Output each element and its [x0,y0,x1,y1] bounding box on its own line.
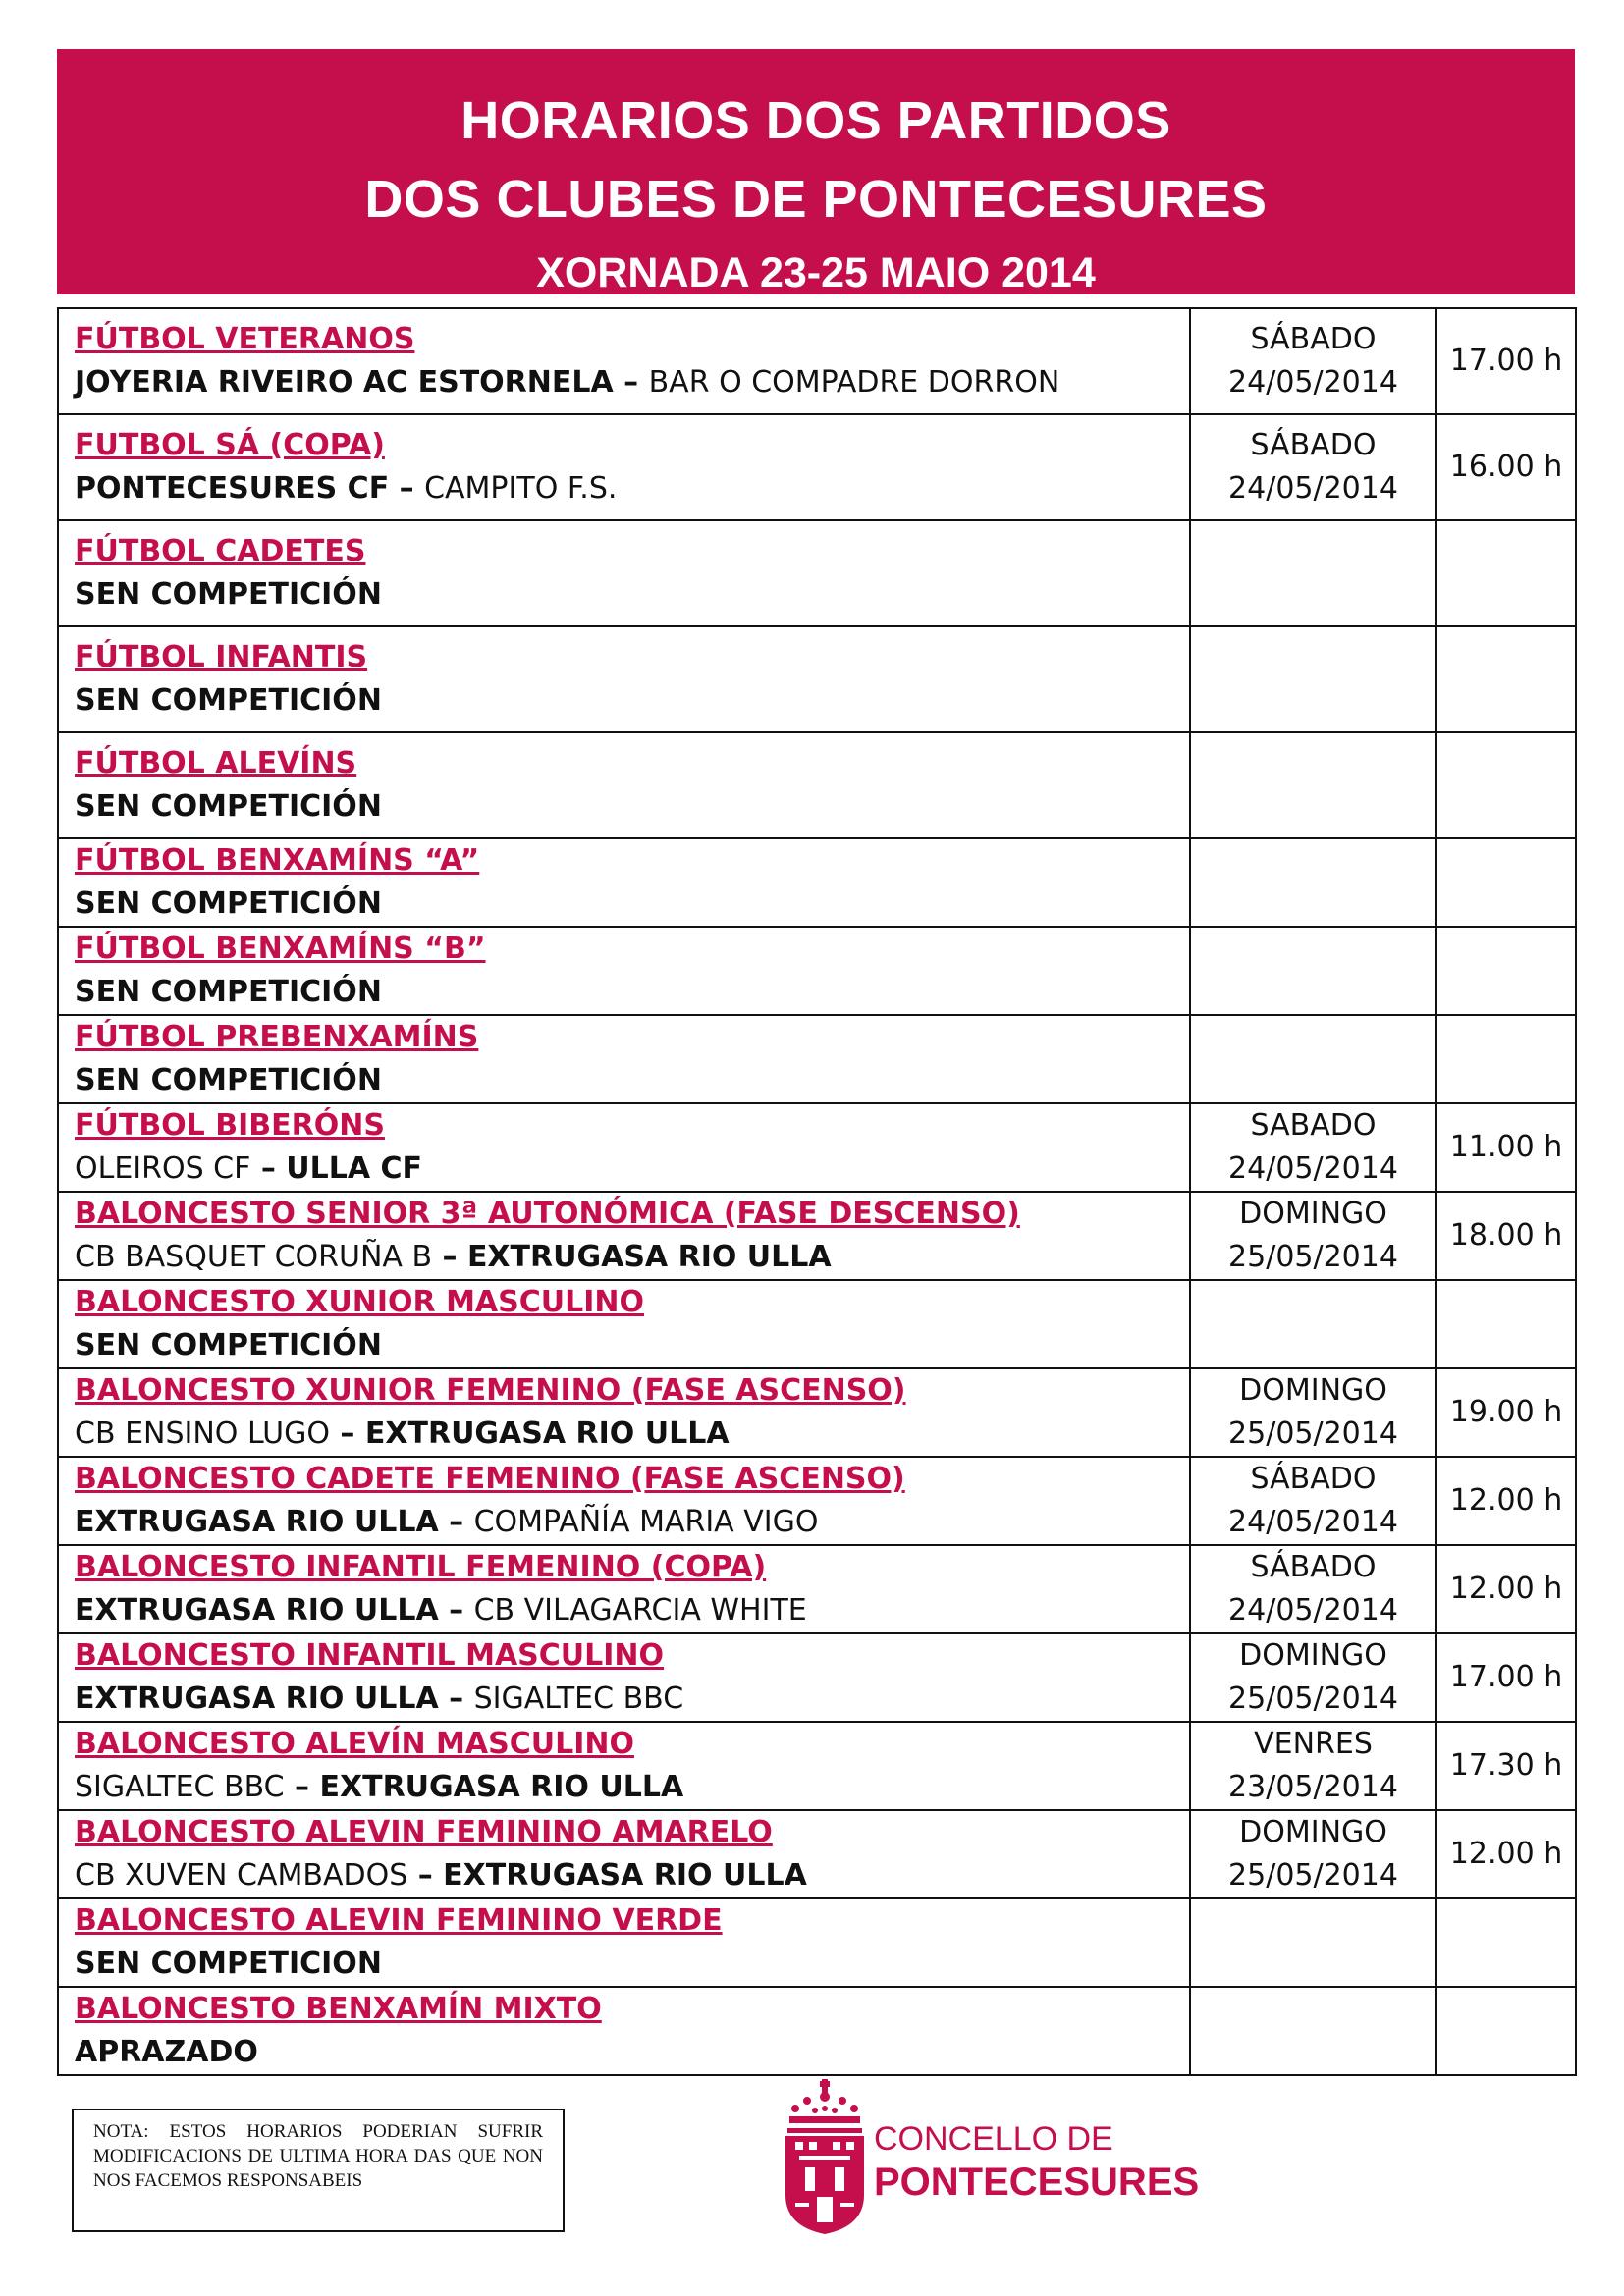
category-label: FÚTBOL ALEVÍNS [75,746,357,780]
match-day: VENRES [1254,1727,1373,1761]
away-team: BAR O COMPADRE DORRON [648,365,1060,400]
away-team: EXTRUGASA RIO ULLA [319,1770,684,1804]
day-date-cell [1190,1898,1436,1987]
category-label: BALONCESTO XUNIOR FEMENINO (FASE ASCENSO) [75,1373,906,1408]
logo-line-1: CONCELLO DE [874,2120,1113,2158]
away-team: COMPAÑÍA MARIA VIGO [473,1505,819,1539]
day-date-cell [1190,1810,1436,1898]
match-time [1436,626,1576,732]
fixture-cell [58,1015,1190,1103]
day-date-cell [1190,414,1436,520]
fixture-cell [58,1987,1190,2075]
day-date-cell [1190,838,1436,927]
match-date: 24/05/2014 [1228,365,1398,400]
team-separator: – [389,471,425,506]
home-team: SEN COMPETICIÓN [75,683,382,718]
category-label: BALONCESTO INFANTIL FEMENINO (COPA) [75,1550,767,1584]
day-date-cell [1190,1545,1436,1633]
team-separator: – [250,1151,287,1186]
home-team: PONTECESURES CF [75,471,390,506]
match-time: 19.00 h [1436,1368,1576,1457]
match-teams [75,1324,1189,1367]
table-row [58,1898,1576,1987]
category-label: FÚTBOL BENXAMÍNS “B” [75,932,486,966]
fixture-cell [58,626,1190,732]
match-time: 12.00 h [1436,1810,1576,1898]
table-row [58,1987,1576,2075]
home-team: SEN COMPETICIÓN [75,975,382,1009]
day-date-cell [1190,1015,1436,1103]
match-time: 12.00 h [1436,1545,1576,1633]
logo-line-2: PONTECESURES [874,2161,1200,2204]
match-date: 24/05/2014 [1228,471,1398,506]
match-time: 12.00 h [1436,1457,1576,1545]
match-time: 11.00 h [1436,1103,1576,1192]
fixture-cell [58,1280,1190,1368]
table-row [58,308,1576,414]
match-day: DOMINGO [1239,1638,1387,1673]
match-teams [75,1943,1189,1986]
home-team: CB BASQUET CORUÑA B [75,1240,433,1274]
fixture-cell [58,414,1190,520]
category-label: FÚTBOL PREBENXAMÍNS [75,1020,479,1054]
match-teams [75,361,1189,404]
fixture-cell [58,1103,1190,1192]
match-time [1436,838,1576,927]
category-label: FUTBOL SÁ (COPA) [75,428,385,462]
fixture-cell [58,520,1190,626]
match-time [1436,927,1576,1015]
category-label: FÚTBOL CADETES [75,534,366,568]
fixture-cell [58,308,1190,414]
table-row [58,626,1576,732]
match-day: SÁBADO [1250,322,1377,356]
category-label: FÚTBOL VETERANOS [75,322,415,356]
away-team: CAMPITO F.S. [424,471,618,506]
category-label: BALONCESTO SENIOR 3ª AUTONÓMICA (FASE DESCENSO) [75,1197,1020,1231]
disclaimer-note: NOTA: ESTOS HORARIOS PODERIAN SUFRIR MODIFICACIONS DE ULTIMA HORA DAS QUE NON NOS FACEMOS RESPONSABEIS [72,2109,565,2232]
day-date-cell [1190,1103,1436,1192]
match-time [1436,1280,1576,1368]
match-teams [75,971,1189,1014]
away-team: EXTRUGASA RIO ULLA [364,1416,730,1451]
match-teams [75,1766,1189,1809]
table-row [58,1368,1576,1457]
day-date-cell [1190,308,1436,414]
match-day: DOMINGO [1239,1373,1387,1408]
day-date-cell [1190,520,1436,626]
away-team: ULLA CF [286,1151,423,1186]
table-row [58,1545,1576,1633]
match-teams [75,1236,1189,1279]
day-date-cell [1190,1368,1436,1457]
match-day: SÁBADO [1250,1462,1377,1496]
category-label: FÚTBOL INFANTIS [75,640,368,674]
team-separator: – [438,1682,474,1716]
fixture-cell [58,1722,1190,1810]
header-banner [57,49,1575,294]
schedule-table-body [58,308,1576,2075]
match-time: 17.00 h [1436,1633,1576,1722]
category-label: FÚTBOL BENXAMÍNS “A” [75,843,480,878]
match-day: DOMINGO [1239,1197,1387,1231]
home-team: SEN COMPETICIÓN [75,577,382,612]
home-team: SEN COMPETICIÓN [75,1063,382,1097]
team-separator: – [613,365,649,400]
home-team: SIGALTEC BBC [75,1770,285,1804]
match-teams [75,2031,1189,2074]
match-day: SABADO [1250,1108,1377,1143]
fixture-cell [58,1457,1190,1545]
fixture-cell [58,1545,1190,1633]
match-date: 25/05/2014 [1228,1858,1398,1893]
day-date-cell [1190,1633,1436,1722]
fixture-cell [58,1810,1190,1898]
category-label: BALONCESTO CADETE FEMENINO (FASE ASCENSO) [75,1462,905,1496]
match-teams [75,882,1189,926]
match-date: 25/05/2014 [1228,1240,1398,1274]
match-time: 17.00 h [1436,308,1576,414]
table-row [58,1015,1576,1103]
table-row [58,1280,1576,1368]
match-date: 24/05/2014 [1228,1151,1398,1186]
fixture-cell [58,838,1190,927]
council-logo [776,2079,1200,2236]
table-row [58,732,1576,838]
category-label: BALONCESTO ALEVIN FEMININO AMARELO [75,1815,773,1849]
table-row [58,1633,1576,1722]
fixture-cell [58,1368,1190,1457]
match-teams [75,1501,1189,1544]
day-date-cell [1190,732,1436,838]
team-separator: – [432,1240,467,1274]
day-date-cell [1190,1987,1436,2075]
away-team: EXTRUGASA RIO ULLA [466,1240,832,1274]
home-team: APRAZADO [75,2035,258,2069]
match-time [1436,1015,1576,1103]
home-team: EXTRUGASA RIO ULLA [75,1505,439,1539]
table-row [58,414,1576,520]
day-date-cell [1190,1457,1436,1545]
day-date-cell [1190,1192,1436,1280]
home-team: SEN COMPETICIÓN [75,789,382,824]
category-label: BALONCESTO INFANTIL MASCULINO [75,1638,665,1673]
match-teams [75,785,1189,828]
match-teams [75,1148,1189,1191]
fixture-cell [58,732,1190,838]
team-separator: – [407,1858,444,1893]
match-time: 16.00 h [1436,414,1576,520]
day-date-cell [1190,626,1436,732]
away-team: CB VILAGARCIA WHITE [473,1593,807,1628]
table-row [58,1457,1576,1545]
home-team: SEN COMPETICIÓN [75,1328,382,1362]
away-team: SIGALTEC BBC [473,1682,684,1716]
match-day: SÁBADO [1250,1550,1377,1584]
page-title-line-2: DOS CLUBES DE PONTECESURES [364,170,1268,229]
team-separator: – [438,1505,474,1539]
team-separator: – [329,1416,365,1451]
table-row [58,520,1576,626]
page-title-line-1: HORARIOS DOS PARTIDOS [460,91,1171,150]
match-teams [75,1678,1189,1721]
home-team: CB ENSINO LUGO [75,1416,330,1451]
home-team: SEN COMPETICIÓN [75,886,382,921]
home-team: EXTRUGASA RIO ULLA [75,1593,439,1628]
match-time [1436,1898,1576,1987]
match-teams [75,1413,1189,1456]
match-time: 17.30 h [1436,1722,1576,1810]
home-team: OLEIROS CF [75,1151,251,1186]
matchday-dates: XORNADA 23-25 MAIO 2014 [536,249,1096,296]
fixture-cell [58,1192,1190,1280]
fixture-cell [58,1898,1190,1987]
fixture-cell [58,1633,1190,1722]
home-team: SEN COMPETICION [75,1947,382,1981]
match-time [1436,1987,1576,2075]
table-row [58,838,1576,927]
day-date-cell [1190,1722,1436,1810]
team-separator: – [284,1770,320,1804]
day-date-cell [1190,927,1436,1015]
away-team: EXTRUGASA RIO ULLA [443,1858,807,1893]
match-date: 25/05/2014 [1228,1416,1398,1451]
fixture-cell [58,927,1190,1015]
match-teams [75,1854,1189,1897]
table-row [58,1192,1576,1280]
council-logo-text [874,2118,1199,2205]
category-label: BALONCESTO XUNIOR MASCULINO [75,1285,645,1319]
home-team: JOYERIA RIVEIRO AC ESTORNELA [75,365,614,400]
table-row [58,1722,1576,1810]
match-day: SÁBADO [1250,428,1377,462]
table-row [58,1810,1576,1898]
match-teams [75,573,1189,616]
match-day: DOMINGO [1239,1815,1387,1849]
match-date: 25/05/2014 [1228,1682,1398,1716]
category-label: BALONCESTO ALEVÍN MASCULINO [75,1727,634,1761]
home-team: CB XUVEN CAMBADOS [75,1858,408,1893]
match-date: 24/05/2014 [1228,1593,1398,1628]
category-label: BALONCESTO BENXAMÍN MIXTO [75,1992,602,2026]
table-row [58,927,1576,1015]
match-time: 18.00 h [1436,1192,1576,1280]
category-label: BALONCESTO ALEVIN FEMININO VERDE [75,1903,723,1938]
match-time [1436,520,1576,626]
schedule-table [57,307,1577,2076]
coat-of-arms-icon [776,2079,874,2236]
day-date-cell [1190,1280,1436,1368]
match-time [1436,732,1576,838]
match-teams [75,679,1189,722]
category-label: FÚTBOL BIBERÓNS [75,1108,385,1143]
match-teams [75,467,1189,510]
home-team: EXTRUGASA RIO ULLA [75,1682,439,1716]
table-row [58,1103,1576,1192]
match-date: 24/05/2014 [1228,1505,1398,1539]
match-date: 23/05/2014 [1228,1770,1398,1804]
match-teams [75,1589,1189,1632]
match-teams [75,1059,1189,1102]
team-separator: – [438,1593,474,1628]
